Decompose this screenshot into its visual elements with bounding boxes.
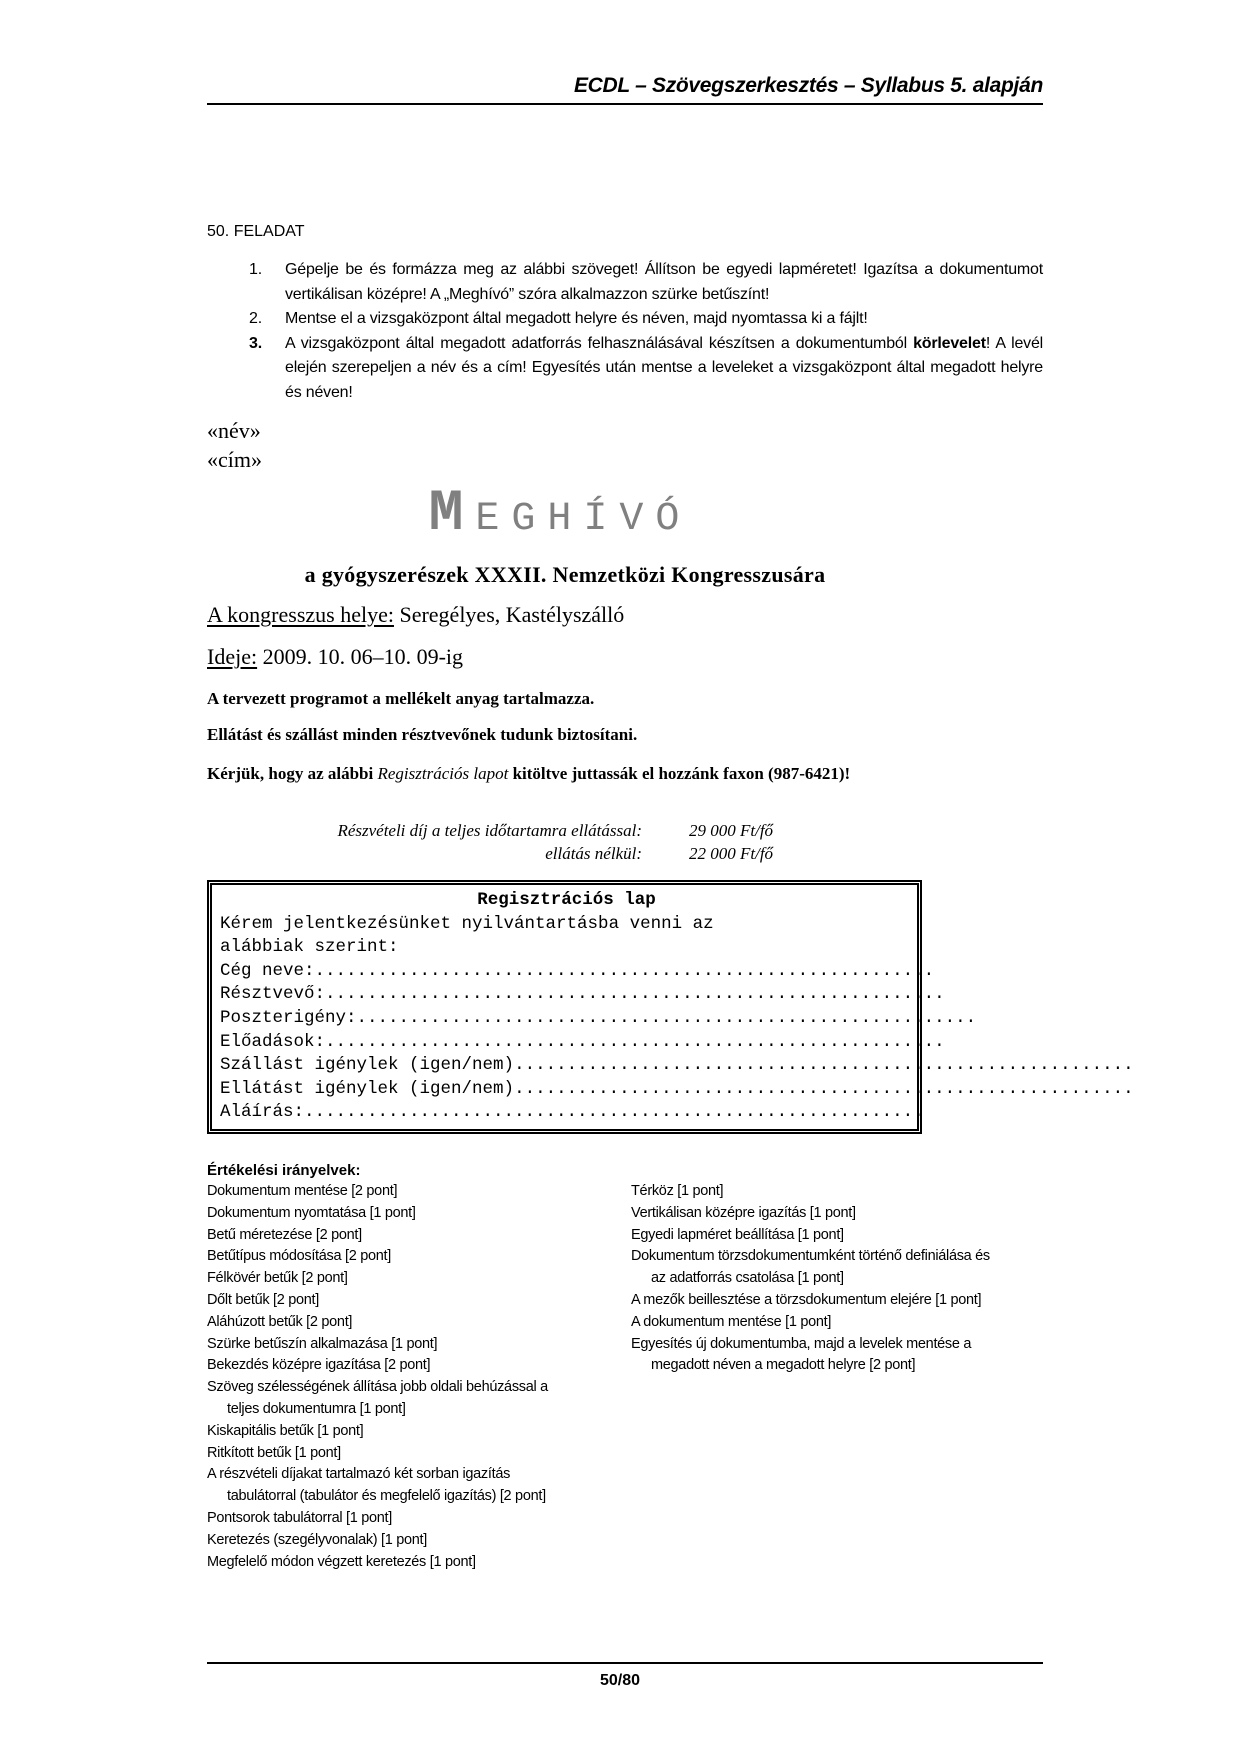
evaluation-criterion: Ritkított betűk [1 pont] (207, 1444, 341, 1461)
invitation-subtitle: a gyógyszerészek XXXII. Nemzetközi Kongresszusára (304, 562, 826, 587)
task-item (207, 332, 1043, 406)
program-paragraph: A tervezett programot a mellékelt anyag tartalmazza. (207, 689, 595, 708)
merge-field-address: «cím» (207, 447, 262, 472)
registration-title: Regisztrációs lap (477, 890, 656, 910)
field-label: Résztvevő: (220, 984, 326, 1005)
fax-paragraph: Kérjük, hogy az alábbi Regisztrációs lapot kitöltve juttassák el hozzánk faxon (987-6421)! (207, 764, 851, 783)
dot-leader: ........................................................... (325, 1031, 945, 1052)
task-text: A vizsgaközpont által megadott adatforrás felhasználásával készítsen a dokumentumból körlevelet! A levél elején szerepeljen a név és a cím! Egyesítés után mentse a leveleket a vizsgaközpont által megadott helyre és néven! (285, 334, 1043, 401)
evaluation-criterion: Szöveg szélességének állítása jobb oldali behúzással a (207, 1379, 548, 1396)
fee-value: 29 000 Ft/fő (689, 821, 774, 840)
evaluation-criterion: az adatforrás csatolása [1 pont] (651, 1270, 844, 1287)
task-number: 3. (249, 334, 262, 352)
header-rule (207, 103, 1043, 105)
evaluation-criterion: megadott néven a megadott helyre [2 pont] (651, 1357, 916, 1374)
field-label: Poszterigény: (220, 1007, 357, 1028)
fee-value: 22 000 Ft/fő (689, 844, 774, 863)
registration-field-row (220, 1054, 1134, 1078)
fee-label: ellátás nélkül: (545, 844, 642, 863)
evaluation-criterion: Betűtípus módosítása [2 pont] (207, 1248, 391, 1265)
task-title: 50. FELADAT (207, 223, 305, 240)
evaluation-criterion: Vertikálisan középre igazítás [1 pont] (631, 1204, 856, 1221)
dot-leader: ........................................................... (356, 1007, 977, 1028)
field-label: Szállást igénylek (igen/nem) (220, 1055, 515, 1076)
task-item (207, 258, 1043, 307)
dot-leader: ........................................................... (314, 960, 935, 981)
task-item (207, 307, 1043, 332)
registration-field-row (220, 960, 935, 984)
registration-field-row (220, 983, 945, 1007)
evaluation-criterion: tabulátorral (tabulátor és megfelelő igazítás) [2 pont] (227, 1488, 546, 1505)
evaluation-criterion: Egyedi lapméret beállítása [1 pont] (631, 1226, 844, 1243)
registration-field-row (220, 1101, 924, 1125)
dot-leader: ........................................................... (325, 984, 945, 1005)
fee-label: Részvételi díj a teljes időtartamra ellátással: (337, 821, 642, 840)
evaluation-criterion: Megfelelő módon végzett keretezés [1 pont] (207, 1553, 476, 1570)
evaluation-right-column (631, 1181, 990, 1377)
dot-leader: ........................................................... (514, 1078, 1134, 1099)
merge-field-name: «név» (207, 418, 261, 443)
registration-field-row (220, 1078, 1134, 1102)
field-label: Előadások: (220, 1031, 326, 1052)
evaluation-criterion: Dőlt betűk [2 pont] (207, 1291, 319, 1308)
task-number: 1. (249, 261, 262, 278)
registration-field-row (220, 1007, 977, 1031)
dot-leader: ........................................................... (304, 1102, 924, 1123)
accommodation-paragraph: Ellátást és szállást minden résztvevőnek tudunk biztosítani. (207, 725, 638, 744)
invitation-title: MEGHÍVÓ (428, 482, 692, 547)
registration-intro: Kérem jelentkezésünket nyilvántartásba venni az (220, 913, 714, 934)
task-text: Mentse el a vizsgaközpont által megadott helyre és néven, majd nyomtassa ki a fájlt! (285, 310, 868, 327)
evaluation-criterion: A mezők beillesztése a törzsdokumentum elejére [1 pont] (631, 1291, 982, 1308)
footer-rule (207, 1662, 1043, 1664)
evaluation-criterion: Kiskapitális betűk [1 pont] (207, 1422, 364, 1439)
page-number: 50/80 (599, 1672, 641, 1689)
evaluation-criterion: Szürke betűszín alkalmazása [1 pont] (207, 1335, 438, 1352)
field-label: Cég neve: (220, 960, 315, 981)
venue-line: A kongresszus helye: Seregélyes, Kastélyszálló (207, 602, 625, 627)
evaluation-criterion: Dokumentum törzsdokumentumként történő definiálása és (631, 1248, 990, 1265)
evaluation-criterion: teljes dokumentumra [1 pont] (227, 1400, 406, 1417)
evaluation-criterion: Keretezés (szegélyvonalak) [1 pont] (207, 1531, 428, 1548)
evaluation-criterion: Térköz [1 pont] (631, 1183, 724, 1199)
evaluation-title: Értékelési irányelvek: (207, 1162, 361, 1179)
dot-leader: ........................................................... (514, 1055, 1134, 1076)
evaluation-left-column (207, 1181, 548, 1573)
evaluation-criterion: Bekezdés középre igazítása [2 pont] (207, 1357, 431, 1374)
task-text: Gépelje be és formázza meg az alábbi szöveget! Állítson be egyedi lapméretet! Igazítsa a dokumentumot vertikálisan középre! A „Meghívó” szóra alkalmazzon szürke betűszínt! (285, 261, 1043, 303)
field-label: Aláírás: (220, 1102, 305, 1123)
registration-field-row (220, 1031, 945, 1055)
evaluation-criterion: Egyesítés új dokumentumba, majd a levelek mentése a (631, 1335, 972, 1352)
field-label: Ellátást igénylek (igen/nem) (220, 1078, 515, 1099)
date-line: Ideje: 2009. 10. 06–10. 09-ig (207, 644, 464, 669)
evaluation-criterion: Pontsorok tabulátorral [1 pont] (207, 1509, 392, 1526)
evaluation-criterion: A dokumentum mentése [1 pont] (631, 1313, 832, 1330)
registration-intro: alábbiak szerint: (220, 937, 399, 958)
evaluation-criterion: A részvételi díjakat tartalmazó két sorban igazítás (207, 1466, 511, 1483)
evaluation-criterion: Betű méretezése [2 pont] (207, 1226, 362, 1243)
evaluation-criterion: Dokumentum nyomtatása [1 pont] (207, 1204, 416, 1221)
task-number: 2. (249, 310, 262, 327)
evaluation-criterion: Dokumentum mentése [2 pont] (207, 1183, 398, 1199)
evaluation-criterion: Félkövér betűk [2 pont] (207, 1270, 348, 1287)
bold-term: körlevelet (913, 334, 986, 352)
evaluation-criterion: Aláhúzott betűk [2 pont] (207, 1313, 353, 1330)
page-header-title: ECDL – Szövegszerkesztés – Syllabus 5. alapján (573, 74, 1043, 97)
registration-form-box (207, 880, 1134, 1134)
task-list (207, 258, 1043, 405)
